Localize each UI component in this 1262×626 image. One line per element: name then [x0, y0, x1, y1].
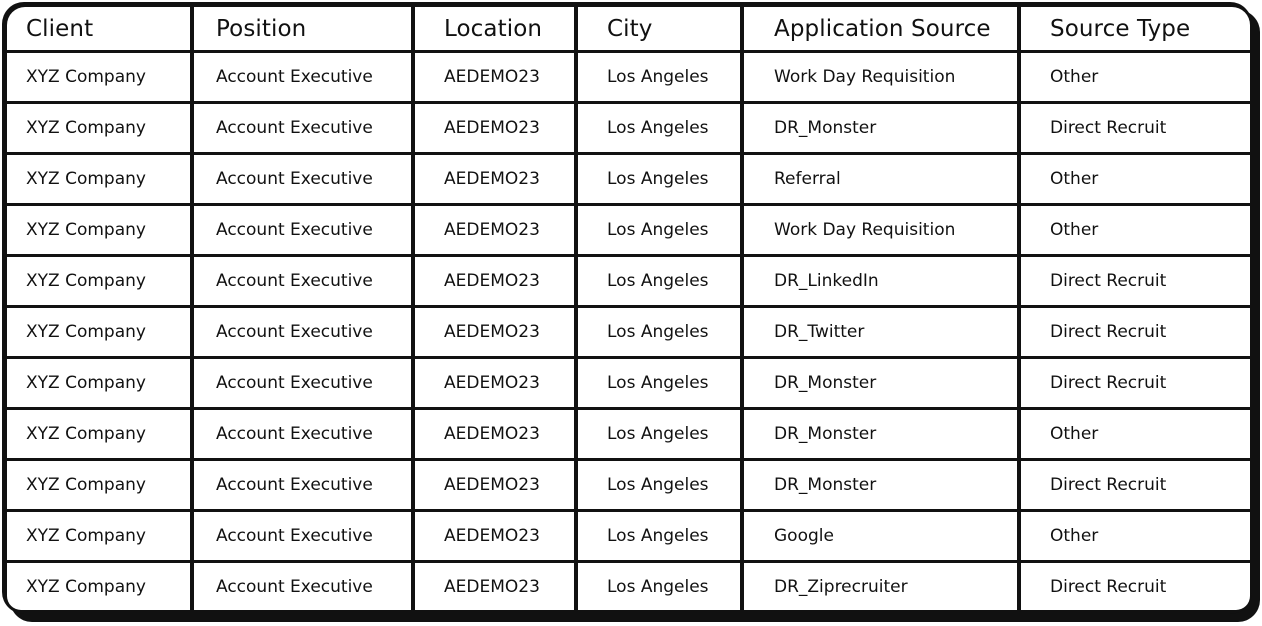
table-cell-source-type: Direct Recruit — [1021, 359, 1250, 407]
table-cell-position: Account Executive — [194, 461, 411, 509]
table-cell-location: AEDEMO23 — [415, 206, 574, 254]
table-cell-application-source: Work Day Requisition — [744, 53, 1017, 101]
table-cell-location: AEDEMO23 — [415, 104, 574, 152]
table-cell-city: Los Angeles — [578, 308, 740, 356]
table-cell-city: Los Angeles — [578, 461, 740, 509]
table-cell-city: Los Angeles — [578, 257, 740, 305]
table-cell-location: AEDEMO23 — [415, 461, 574, 509]
table-cell-source-type: Other — [1021, 206, 1250, 254]
table-cell-source-type: Direct Recruit — [1021, 563, 1250, 610]
column-header-application-source: Application Source — [744, 7, 1017, 50]
column-header-client: Client — [7, 7, 190, 50]
table-cell-city: Los Angeles — [578, 563, 740, 610]
table-cell-client: XYZ Company — [7, 257, 190, 305]
table-cell-source-type: Other — [1021, 155, 1250, 203]
table-cell-application-source: DR_Monster — [744, 461, 1017, 509]
table-cell-client: XYZ Company — [7, 563, 190, 610]
table-cell-client: XYZ Company — [7, 512, 190, 560]
table-cell-position: Account Executive — [194, 308, 411, 356]
table-cell-source-type: Other — [1021, 53, 1250, 101]
table-cell-location: AEDEMO23 — [415, 359, 574, 407]
table-cell-client: XYZ Company — [7, 308, 190, 356]
table-cell-location: AEDEMO23 — [415, 257, 574, 305]
table-cell-location: AEDEMO23 — [415, 155, 574, 203]
table-cell-source-type: Direct Recruit — [1021, 104, 1250, 152]
table-cell-position: Account Executive — [194, 53, 411, 101]
table-cell-city: Los Angeles — [578, 155, 740, 203]
table-cell-position: Account Executive — [194, 512, 411, 560]
table-cell-position: Account Executive — [194, 206, 411, 254]
table-cell-source-type: Direct Recruit — [1021, 257, 1250, 305]
table-cell-application-source: DR_LinkedIn — [744, 257, 1017, 305]
table-cell-application-source: DR_Twitter — [744, 308, 1017, 356]
table-cell-position: Account Executive — [194, 104, 411, 152]
table-cell-city: Los Angeles — [578, 512, 740, 560]
table-cell-application-source: DR_Ziprecruiter — [744, 563, 1017, 610]
table-cell-client: XYZ Company — [7, 104, 190, 152]
table-cell-city: Los Angeles — [578, 206, 740, 254]
column-header-city: City — [578, 7, 740, 50]
table-cell-application-source: Google — [744, 512, 1017, 560]
table-cell-city: Los Angeles — [578, 104, 740, 152]
table-cell-location: AEDEMO23 — [415, 53, 574, 101]
table-cell-application-source: Referral — [744, 155, 1017, 203]
table-cell-position: Account Executive — [194, 359, 411, 407]
table-cell-client: XYZ Company — [7, 155, 190, 203]
table-cell-location: AEDEMO23 — [415, 563, 574, 610]
column-header-location: Location — [415, 7, 574, 50]
table-cell-city: Los Angeles — [578, 359, 740, 407]
table-cell-application-source: DR_Monster — [744, 410, 1017, 458]
table-cell-position: Account Executive — [194, 155, 411, 203]
data-table — [2, 2, 1252, 614]
table-grid — [7, 7, 1250, 610]
table-cell-position: Account Executive — [194, 563, 411, 610]
table-cell-city: Los Angeles — [578, 53, 740, 101]
table-cell-city: Los Angeles — [578, 410, 740, 458]
table-cell-location: AEDEMO23 — [415, 308, 574, 356]
table-cell-source-type: Direct Recruit — [1021, 308, 1250, 356]
table-cell-position: Account Executive — [194, 410, 411, 458]
column-header-source-type: Source Type — [1021, 7, 1250, 50]
table-cell-client: XYZ Company — [7, 410, 190, 458]
table-cell-location: AEDEMO23 — [415, 410, 574, 458]
table-cell-client: XYZ Company — [7, 206, 190, 254]
column-header-position: Position — [194, 7, 411, 50]
table-cell-source-type: Direct Recruit — [1021, 461, 1250, 509]
table-cell-client: XYZ Company — [7, 359, 190, 407]
table-cell-source-type: Other — [1021, 512, 1250, 560]
table-cell-position: Account Executive — [194, 257, 411, 305]
table-cell-application-source: Work Day Requisition — [744, 206, 1017, 254]
table-cell-application-source: DR_Monster — [744, 104, 1017, 152]
table-cell-client: XYZ Company — [7, 461, 190, 509]
table-cell-client: XYZ Company — [7, 53, 190, 101]
table-cell-application-source: DR_Monster — [744, 359, 1017, 407]
table-cell-source-type: Other — [1021, 410, 1250, 458]
table-cell-location: AEDEMO23 — [415, 512, 574, 560]
